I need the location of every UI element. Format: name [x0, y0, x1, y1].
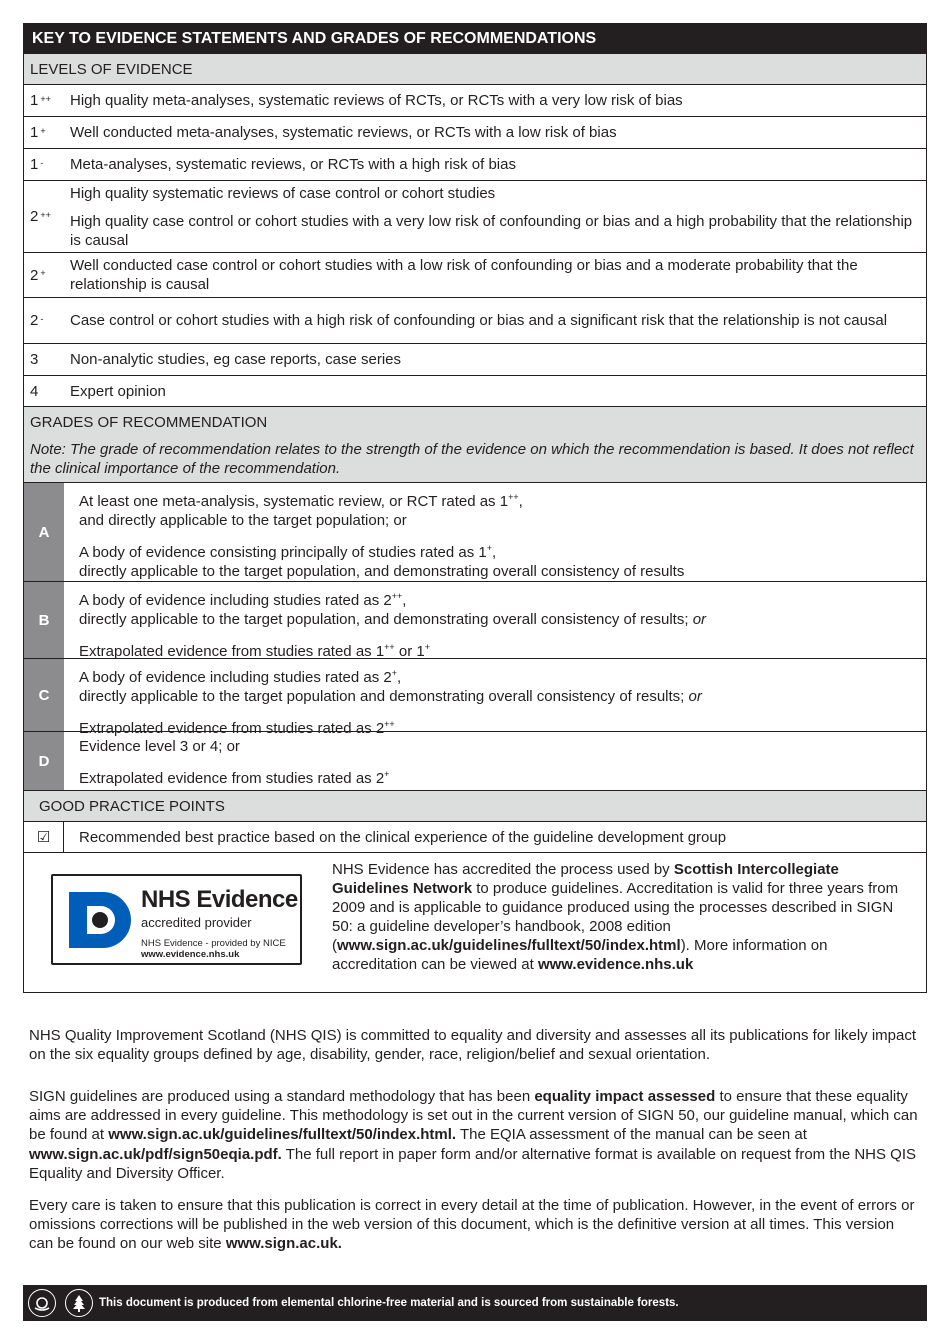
sign-website-link[interactable]: www.sign.ac.uk.: [225, 1235, 342, 1253]
grade-description: A body of evidence including studies rated as 2++, directly applicable to the target population, and demonstrating overall consistency of results; or Extrapolated evidence from studies rated as 1++ or 1+: [79, 591, 707, 660]
level-code: 2 +: [30, 266, 46, 284]
logo-provider-line: NHS Evidence - provided by NICE: [141, 938, 286, 949]
level-row: [24, 298, 926, 344]
grade-description: At least one meta-analysis, systematic review, or RCT rated as 1++, and directly applicable to the target population; or A body of evidence consisting principally of studies rated as 1+, directly applicable to the target population, and demonstrating overall consistency of results: [79, 492, 685, 580]
level-row: [24, 85, 926, 117]
level-description: Non-analytic studies, eg case reports, case series: [70, 351, 401, 368]
level-row: [24, 253, 926, 298]
gpp-row: [24, 822, 926, 853]
accreditation-text: NHS Evidence has accredited the process used by Scottish Intercollegiate Guidelines Network to produce guidelines. Accreditation is valid for three years from 2009 and is applicable to guidance produced using the processes described in SIGN 50: a guideline developer’s handbook, 2008 edition (www.sign.ac.uk/guidelines/fulltext/50/index.html). More information on accreditation can be viewed at www.evidence.nhs.uk: [332, 861, 899, 973]
level-code: 4: [30, 382, 39, 400]
level-row: [24, 149, 926, 181]
logo-box: [51, 874, 302, 965]
gpp-description: Recommended best practice based on the clinical experience of the guideline development group: [79, 828, 727, 846]
level-description: Well conducted meta-analyses, systematic reviews, or RCTs with a low risk of bias: [70, 124, 617, 141]
level-row: [24, 181, 926, 253]
grade-row-a: [24, 483, 926, 582]
grade-letter: D: [24, 732, 64, 790]
level-description: Well conducted case control or cohort studies with a low risk of confounding or bias and a moderate probability that the relationship is causal: [70, 257, 858, 293]
evidence-link[interactable]: www.evidence.nhs.uk: [537, 956, 694, 973]
evidence-key-table: [23, 23, 927, 993]
sign50-manual-link[interactable]: www.sign.ac.uk/guidelines/fulltext/50/index.html.: [108, 1126, 457, 1144]
logo-subtitle: accredited provider: [141, 915, 252, 930]
grade-letter: A: [24, 483, 64, 581]
key-title: KEY TO EVIDENCE STATEMENTS AND GRADES OF RECOMMENDATIONS: [24, 24, 926, 54]
tree-icon: [65, 1289, 93, 1317]
level-row: [24, 117, 926, 149]
methodology-paragraph: SIGN guidelines are produced using a standard methodology that has been equality impact assessed to ensure that these equality aims are addressed in every guideline. This methodology is set out in the current version of SIGN 50, our guideline manual, which can be found at www.sign.ac.uk/guidelines/fulltext/50/index.html. The EQIA assessment of the manual can be seen at www.sign.ac.uk/pdf/sign50eqia.pdf. The full report in paper form and/or alternative format is available on request from the NHS QIS Equality and Diversity Officer.: [29, 1088, 918, 1182]
eqia-link[interactable]: www.sign.ac.uk/pdf/sign50eqia.pdf.: [29, 1145, 282, 1163]
sign50-link[interactable]: www.sign.ac.uk/guidelines/fulltext/50/index.html: [337, 937, 681, 954]
grade-row-b: [24, 582, 926, 659]
grade-description: Evidence level 3 or 4; or Extrapolated evidence from studies rated as 2+: [79, 738, 390, 787]
nhs-evidence-mark-icon: [63, 886, 131, 954]
footer-bar: [23, 1285, 927, 1321]
level-description: High quality systematic reviews of case control or cohort studies High quality case control or cohort studies with a very low risk of confounding or bias and a high probability that the relationship is causal: [70, 184, 913, 249]
nhs-evidence-logo: [24, 853, 332, 992]
levels-heading: LEVELS OF EVIDENCE: [24, 54, 926, 85]
grades-heading: GRADES OF RECOMMENDATION: [24, 407, 926, 438]
grade-row-d: [24, 732, 926, 791]
grade-letter: B: [24, 582, 64, 658]
footer-text: This document is produced from elemental chlorine-free material and is sourced from sustainable forests.: [99, 1297, 679, 1309]
equality-paragraph: NHS Quality Improvement Scotland (NHS QIS) is committed to equality and diversity and assesses all its publications for likely impact on the six equality groups defined by age, disability, gender, race, religion/belief and sexual orientation.: [29, 1027, 917, 1064]
logo-website: www.evidence.nhs.uk: [141, 949, 240, 960]
grade-description: A body of evidence including studies rated as 2+, directly applicable to the target population and demonstrating overall consistency of results; or Extrapolated evidence from studies rated as 2++: [79, 668, 702, 737]
level-code: 2 ++: [30, 208, 51, 225]
logo-title: NHS Evidence: [141, 886, 298, 913]
grade-row-c: [24, 659, 926, 737]
level-description: High quality meta-analyses, systematic reviews of RCTs, or RCTs with a very low risk of bias: [70, 92, 683, 109]
level-description: Case control or cohort studies with a high risk of confounding or bias and a significant risk that the relationship is not causal: [70, 312, 888, 329]
level-code: 1 +: [30, 124, 46, 141]
grades-note: Note: The grade of recommendation relates to the strength of the evidence on which the recommendation is based. It does not reflect the clinical importance of the recommendation.: [24, 438, 926, 483]
chlorine-free-icon: [28, 1289, 56, 1317]
grade-letter: C: [24, 659, 64, 731]
level-code: 1 -: [30, 156, 44, 173]
level-code: 1 ++: [30, 92, 51, 109]
gpp-heading: GOOD PRACTICE POINTS: [24, 791, 926, 822]
disclaimer-paragraph: Every care is taken to ensure that this publication is correct in every detail at the time of publication. However, in the event of errors or omissions corrections will be published in the web version of this document, which is the definitive version at all times. This version can be found on our web site www.sign.ac.uk.: [29, 1197, 915, 1253]
checkbox-icon: ☑: [24, 822, 64, 852]
level-code: 3: [30, 351, 39, 368]
level-row: [24, 376, 926, 407]
level-description: Expert opinion: [70, 382, 166, 400]
level-row: [24, 344, 926, 376]
accreditation-block: [24, 853, 926, 992]
level-code: 2 -: [30, 312, 44, 329]
level-description: Meta-analyses, systematic reviews, or RCTs with a high risk of bias: [70, 156, 516, 173]
